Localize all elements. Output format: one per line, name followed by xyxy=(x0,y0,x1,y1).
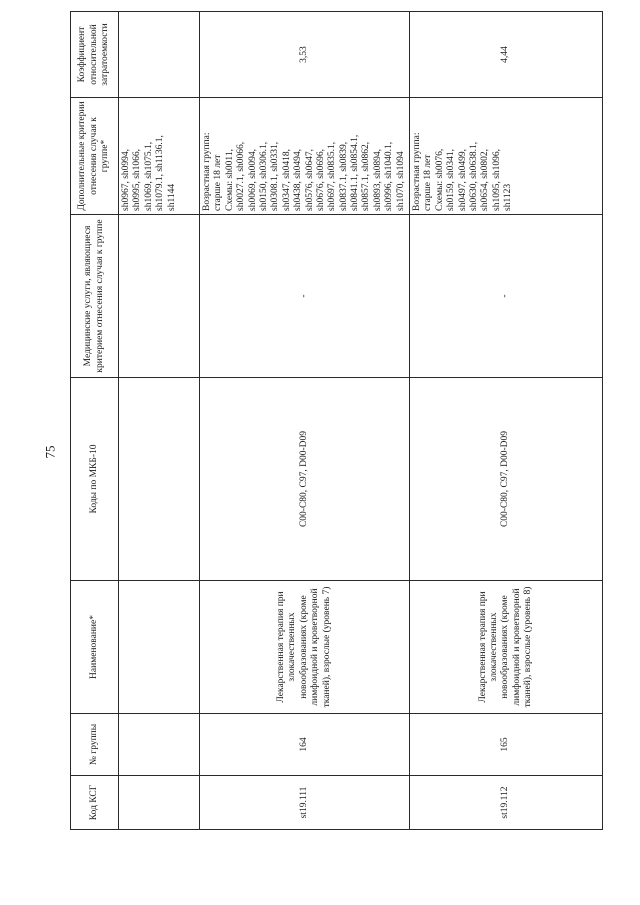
cell-group-no: 165 xyxy=(410,714,603,776)
cell-criteria xyxy=(200,98,410,215)
criteria-line: sh0069, sh0094, xyxy=(247,148,258,211)
cell-name: Лекарственная терапия при злокачественных новообразованиях (кроме лимфоидной и кроветворной тканей), взрослые (уровень 8) xyxy=(410,581,603,714)
header-coef: Коэффициент относительной затратоемкости xyxy=(71,12,119,98)
cell-mkb: C00-C80, C97, D00-D09 xyxy=(200,378,410,581)
cell-name: Лекарственная терапия при злокачественных новообразованиях (кроме лимфоидной и кроветворной тканей), взрослые (уровень 7) xyxy=(200,581,410,714)
criteria-line: sh1079.1, sh1136.1, xyxy=(155,135,166,211)
criteria-line: sh0676, sh0696, xyxy=(315,148,326,211)
cell-criteria xyxy=(119,98,200,215)
criteria-line: sh0893, sh0894, xyxy=(372,148,383,211)
criteria-line: sh0576, sh0647, xyxy=(304,148,315,211)
criteria-line: Схемы: sh0011, xyxy=(224,149,235,211)
criteria-line: sh0857.1, sh0862, xyxy=(361,141,372,211)
criteria-line: sh1070, sh1094 xyxy=(395,151,406,211)
cell-code xyxy=(119,776,200,830)
criteria-line: sh0996, sh1040.1, xyxy=(384,141,395,211)
rotated-table-container xyxy=(70,23,592,830)
criteria-line: sh1095, sh1096, xyxy=(491,148,502,211)
criteria-line: sh0837.1, sh0839, xyxy=(338,141,349,211)
header-criteria: Дополнительные критерии отнесения случая к группе* xyxy=(71,98,119,215)
table-row xyxy=(200,12,410,830)
criteria-line: sh0654, sh0802, xyxy=(480,148,491,211)
header-group-no: № группы xyxy=(71,714,119,776)
criteria-line: sh0308.1, sh0331, xyxy=(270,141,281,211)
criteria-line: sh0347, sh0418, xyxy=(281,148,292,211)
cell-services: - xyxy=(200,215,410,378)
cell-name xyxy=(119,581,200,714)
criteria-line: sh1069, sh1075.1, xyxy=(143,141,154,211)
criteria-lines xyxy=(202,101,407,211)
criteria-line: sh1123 xyxy=(503,183,514,211)
header-services: Медицинские услуги, являющиеся критерием отнесения случая к группе xyxy=(71,215,119,378)
page-number: 75 xyxy=(42,445,58,459)
criteria-lines xyxy=(121,101,178,211)
criteria-line: sh0697, sh0835.1, xyxy=(327,141,338,211)
criteria-line: sh0438, sh0494, xyxy=(293,148,304,211)
cell-services: - xyxy=(410,215,603,378)
criteria-line: sh0841.1, sh0854.1, xyxy=(350,134,361,211)
cell-mkb: C00-C80, C97, D00-D09 xyxy=(410,378,603,581)
criteria-line: Возрастная группа: xyxy=(202,132,212,211)
table-row xyxy=(410,12,603,830)
criteria-line: старше 18 лет xyxy=(423,154,434,211)
table-row-continued xyxy=(119,12,200,830)
cell-code: st19.112 xyxy=(410,776,603,830)
criteria-line: sh0027.1, sh0066, xyxy=(236,141,247,211)
cell-coef: 3,53 xyxy=(200,12,410,98)
criteria-line: sh1144 xyxy=(166,183,177,211)
cell-services xyxy=(119,215,200,378)
criteria-line: старше 18 лет xyxy=(213,154,224,211)
header-name: Наименование* xyxy=(71,581,119,714)
cell-coef: 4,44 xyxy=(410,12,603,98)
criteria-line: Схемы: sh0076, xyxy=(434,148,445,211)
criteria-line: sh0159, sh0341, xyxy=(446,148,457,211)
cell-group-no xyxy=(119,714,200,776)
criteria-line: sh0497, sh0499, xyxy=(457,148,468,211)
cell-code: st19.111 xyxy=(200,776,410,830)
criteria-lines xyxy=(412,101,515,211)
cell-group-no: 164 xyxy=(200,714,410,776)
criteria-line: sh0967, sh0994, xyxy=(121,148,131,211)
header-row xyxy=(71,12,119,830)
cell-coef xyxy=(119,12,200,98)
ksg-table xyxy=(70,11,603,830)
criteria-line: sh0630, sh0638.1, xyxy=(468,141,479,211)
criteria-line: sh0150, sh0306.1, xyxy=(258,141,269,211)
criteria-line: Возрастная группа: xyxy=(412,132,423,211)
criteria-line: sh0995, sh1066, xyxy=(132,148,143,211)
header-mkb: Коды по МКБ-10 xyxy=(71,378,119,581)
header-code: Код КСГ xyxy=(71,776,119,830)
cell-criteria xyxy=(410,98,603,215)
cell-mkb xyxy=(119,378,200,581)
